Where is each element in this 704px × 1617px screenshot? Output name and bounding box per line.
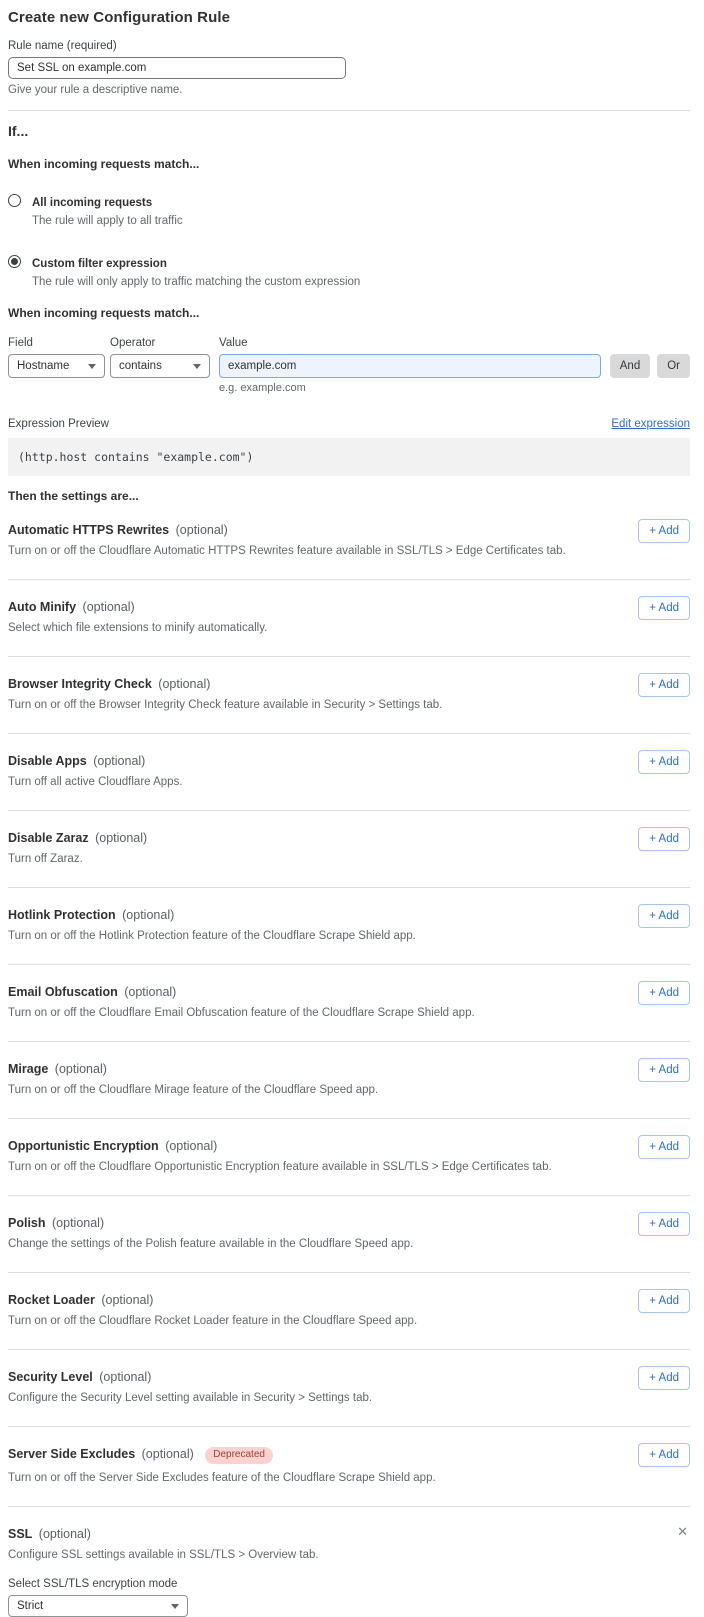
- ssl-mode-select-value: Strict: [17, 1600, 44, 1612]
- chevron-down-icon: [88, 364, 96, 369]
- add-setting-button[interactable]: + Add: [638, 519, 690, 543]
- setting-optional-label: (optional): [101, 1293, 154, 1307]
- setting-description: Configure the Security Level setting available in Security > Settings tab.: [8, 1392, 373, 1404]
- radio-button-icon[interactable]: [8, 255, 21, 268]
- setting-row: [8, 965, 690, 1042]
- operator-select[interactable]: [110, 354, 210, 378]
- setting-row: [8, 1273, 690, 1350]
- add-setting-button[interactable]: + Add: [638, 1135, 690, 1159]
- add-setting-button[interactable]: + Add: [638, 1212, 690, 1236]
- setting-description: Change the settings of the Polish feature available in the Cloudflare Speed app.: [8, 1238, 414, 1250]
- setting-title: Automatic HTTPS Rewrites: [8, 523, 170, 537]
- operator-column-label: Operator: [110, 337, 156, 349]
- setting-optional-label: (optional): [54, 1062, 107, 1076]
- setting-title: Disable Apps: [8, 754, 87, 768]
- setting-description: Turn on or off the Cloudflare Rocket Loader feature in the Cloudflare Speed app.: [8, 1315, 418, 1327]
- add-setting-button[interactable]: + Add: [638, 1058, 690, 1082]
- setting-optional-label: (optional): [158, 677, 211, 691]
- setting-description: Configure SSL settings available in SSL/TLS > Overview tab.: [8, 1549, 319, 1561]
- setting-description: Turn on or off the Cloudflare Email Obfuscation feature of the Cloudflare Scrape Shield app.: [8, 1007, 475, 1019]
- or-button[interactable]: Or: [657, 354, 690, 378]
- expression-builder-row: [8, 354, 690, 378]
- if-heading: If...: [8, 123, 29, 139]
- setting-title: Polish: [8, 1216, 46, 1230]
- operator-select-value: contains: [119, 360, 162, 372]
- setting-description: Turn on or off the Hotlink Protection feature of the Cloudflare Scrape Shield app.: [8, 930, 416, 942]
- setting-title: Browser Integrity Check: [8, 677, 152, 691]
- setting-optional-label: (optional): [52, 1216, 105, 1230]
- add-setting-button[interactable]: + Add: [638, 673, 690, 697]
- value-input[interactable]: [219, 354, 601, 378]
- add-setting-button[interactable]: + Add: [638, 1366, 690, 1390]
- setting-description: Turn on or off the Browser Integrity Check feature available in Security > Settings tab.: [8, 699, 443, 711]
- setting-optional-label: (optional): [38, 1527, 91, 1541]
- radio-label: Custom filter expression: [32, 258, 167, 270]
- rule-name-label: Rule name (required): [8, 40, 117, 52]
- expression-preview-label: Expression Preview: [8, 418, 109, 430]
- field-column-label: Field: [8, 337, 33, 349]
- expression-preview-row: [8, 418, 690, 430]
- setting-row: [8, 1350, 690, 1427]
- expression-preview-code: (http.host contains "example.com"): [8, 438, 690, 476]
- setting-optional-label: (optional): [124, 985, 177, 999]
- settings-list: [8, 503, 690, 1507]
- setting-row: [8, 657, 690, 734]
- divider: [8, 110, 690, 111]
- setting-title: Opportunistic Encryption: [8, 1139, 159, 1153]
- setting-description: Turn on or off the Cloudflare Opportunistic Encryption feature available in SSL/TLS > Edge Certificates tab.: [8, 1161, 552, 1173]
- setting-title: Email Obfuscation: [8, 985, 118, 999]
- and-button[interactable]: And: [610, 354, 650, 378]
- field-select-value: Hostname: [17, 360, 70, 372]
- add-setting-button[interactable]: + Add: [638, 1443, 690, 1467]
- setting-row: [8, 811, 690, 888]
- then-settings-heading: Then the settings are...: [8, 489, 139, 503]
- setting-description: Turn on or off the Cloudflare Mirage feature of the Cloudflare Speed app.: [8, 1084, 379, 1096]
- setting-optional-label: (optional): [141, 1447, 194, 1461]
- setting-description: Turn off Zaraz.: [8, 853, 83, 865]
- page-title: Create new Configuration Rule: [8, 9, 231, 26]
- add-setting-button[interactable]: + Add: [638, 1289, 690, 1313]
- setting-optional-label: (optional): [99, 1370, 152, 1384]
- setting-row: [8, 503, 690, 580]
- setting-row: [8, 1427, 690, 1507]
- setting-description: Turn on or off the Cloudflare Automatic HTTPS Rewrites feature available in SSL/TLS > Edge Certificates tab.: [8, 545, 566, 557]
- match-type-radio-group: [8, 193, 690, 288]
- setting-title: Auto Minify: [8, 600, 77, 614]
- radio-description: The rule will only apply to traffic matching the custom expression: [32, 276, 361, 288]
- rule-name-input[interactable]: [8, 57, 346, 79]
- setting-title: Mirage: [8, 1062, 49, 1076]
- chevron-down-icon: [171, 1604, 179, 1609]
- setting-description: Turn off all active Cloudflare Apps.: [8, 776, 183, 788]
- radio-label: All incoming requests: [32, 197, 153, 209]
- deprecated-badge: Deprecated: [205, 1447, 273, 1464]
- setting-title: Hotlink Protection: [8, 908, 116, 922]
- setting-row: [8, 1042, 690, 1119]
- setting-optional-label: (optional): [93, 754, 146, 768]
- field-select[interactable]: [8, 354, 105, 378]
- rule-name-helper: Give your rule a descriptive name.: [8, 84, 183, 96]
- setting-row: [8, 1196, 690, 1273]
- edit-expression-link[interactable]: Edit expression: [611, 418, 690, 430]
- setting-optional-label: (optional): [165, 1139, 218, 1153]
- add-setting-button[interactable]: + Add: [638, 827, 690, 851]
- setting-description: Select which file extensions to minify automatically.: [8, 622, 268, 634]
- radio-all-incoming-requests[interactable]: [8, 193, 690, 227]
- setting-optional-label: (optional): [82, 600, 135, 614]
- setting-row-ssl: [8, 1507, 690, 1617]
- add-setting-button[interactable]: + Add: [638, 596, 690, 620]
- setting-description: Turn on or off the Server Side Excludes feature of the Cloudflare Scrape Shield app.: [8, 1472, 436, 1484]
- setting-optional-label: (optional): [95, 831, 148, 845]
- ssl-mode-select-label: Select SSL/TLS encryption mode: [8, 1578, 178, 1590]
- ssl-mode-select[interactable]: [8, 1595, 188, 1617]
- setting-row: [8, 734, 690, 811]
- setting-title: Server Side Excludes: [8, 1447, 136, 1461]
- setting-title: Rocket Loader: [8, 1293, 95, 1307]
- setting-row: [8, 580, 690, 657]
- setting-title: SSL: [8, 1527, 33, 1541]
- add-setting-button[interactable]: + Add: [638, 750, 690, 774]
- add-setting-button[interactable]: + Add: [638, 904, 690, 928]
- add-setting-button[interactable]: + Add: [638, 981, 690, 1005]
- close-icon[interactable]: ✕: [677, 1524, 688, 1539]
- value-column-label: Value: [219, 337, 248, 349]
- chevron-down-icon: [193, 364, 201, 369]
- incoming-requests-match-label: When incoming requests match...: [8, 157, 200, 171]
- radio-button-icon[interactable]: [8, 194, 21, 207]
- expression-builder-labels: [8, 337, 690, 349]
- setting-optional-label: (optional): [122, 908, 175, 922]
- radio-description: The rule will apply to all traffic: [32, 215, 183, 227]
- setting-optional-label: (optional): [175, 523, 228, 537]
- radio-custom-filter-expression[interactable]: [8, 254, 690, 288]
- setting-row: [8, 1119, 690, 1196]
- value-hint: e.g. example.com: [219, 382, 306, 394]
- setting-title: Security Level: [8, 1370, 93, 1384]
- setting-row: [8, 888, 690, 965]
- builder-match-label: When incoming requests match...: [8, 306, 200, 320]
- setting-title: Disable Zaraz: [8, 831, 89, 845]
